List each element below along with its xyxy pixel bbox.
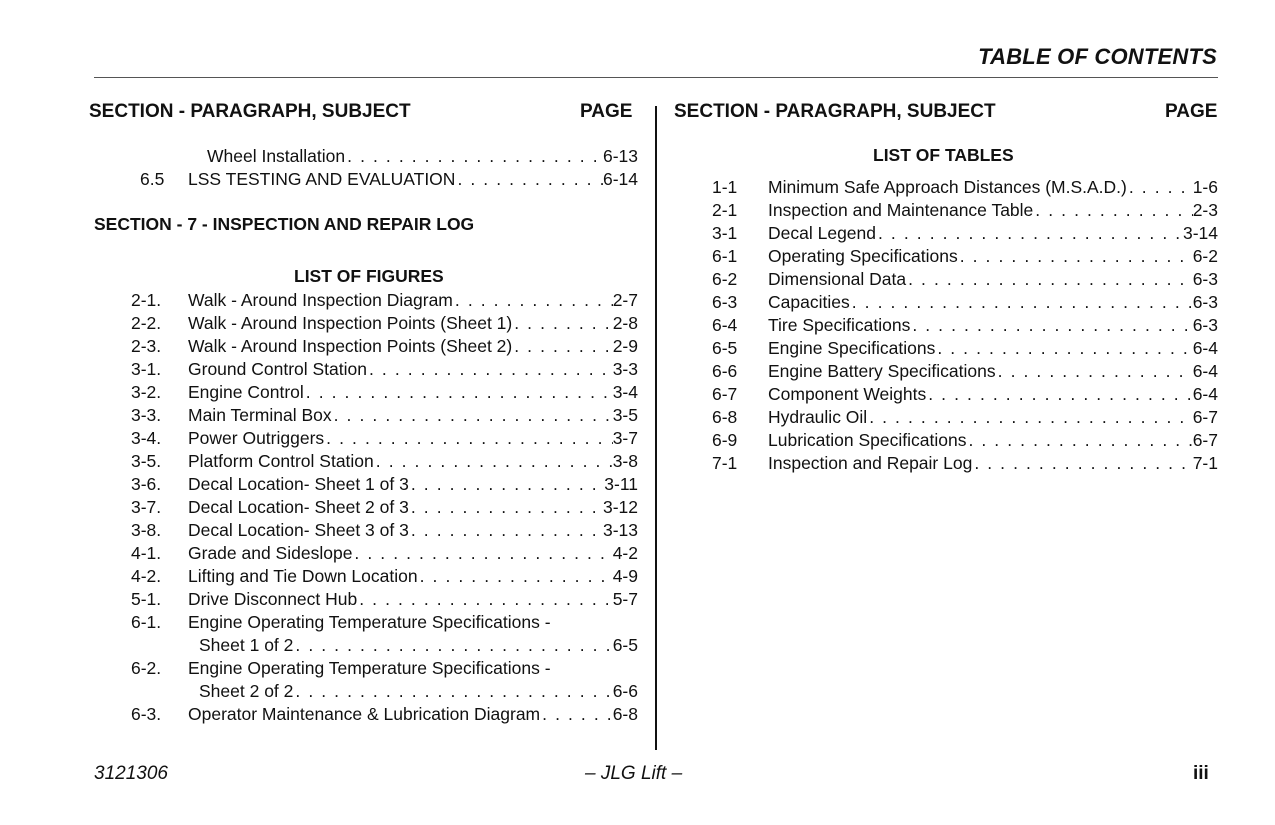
figure-entry[interactable] [131, 450, 638, 473]
dot-leader [958, 245, 1193, 268]
dot-leader [926, 383, 1192, 406]
entry-title: Decal Legend [768, 223, 876, 243]
entry-number: 3-3. [131, 405, 162, 425]
figure-entry[interactable] [131, 358, 638, 381]
entry-title: Grade and Sideslope [188, 543, 353, 563]
entry-number: 2-1. [131, 290, 162, 310]
entry-number: 3-6. [131, 474, 162, 494]
figure-entry-continued[interactable] [131, 680, 638, 703]
figure-entry[interactable] [131, 473, 638, 496]
dot-leader [996, 360, 1193, 383]
list-of-figures-title: LIST OF FIGURES [294, 266, 444, 286]
figure-entry[interactable] [131, 657, 638, 680]
entry-number: 3-1. [131, 359, 162, 379]
dot-leader [910, 314, 1192, 337]
figure-entry[interactable] [131, 542, 638, 565]
dot-leader [304, 381, 613, 404]
entry-page: 6-4 [1192, 384, 1218, 404]
entry-page: 3-8 [612, 451, 638, 471]
dot-leader [332, 404, 613, 427]
entry-page: 2-8 [612, 313, 638, 333]
entry-number: 7-1 [712, 453, 738, 473]
dot-leader [867, 406, 1193, 429]
entry-page: 6-3 [1192, 292, 1218, 312]
entry-title: Operating Specifications [768, 246, 958, 266]
dot-leader [850, 291, 1193, 314]
dot-leader [293, 680, 612, 703]
entry-number: 6-2. [131, 658, 162, 678]
entry-number: 2-2. [131, 313, 162, 333]
figure-entry-continued[interactable] [131, 634, 638, 657]
figure-entry[interactable] [131, 427, 638, 450]
entry-title: Power Outriggers [188, 428, 325, 448]
entry-number: 4-1. [131, 543, 162, 563]
entry-number: 6-1 [712, 246, 738, 266]
table-entry[interactable] [712, 337, 1218, 360]
left-column-heading: SECTION - PARAGRAPH, SUBJECT [89, 101, 411, 122]
entry-title: Lifting and Tie Down Location [188, 566, 418, 586]
right-column-heading: SECTION - PARAGRAPH, SUBJECT [674, 101, 996, 122]
dot-leader [352, 542, 612, 565]
entry-title: Walk - Around Inspection Points (Sheet 2) [188, 336, 513, 356]
entry-page: 7-1 [1192, 453, 1218, 473]
dot-leader [935, 337, 1192, 360]
entry-page: 3-5 [612, 405, 638, 425]
figure-entry[interactable] [131, 381, 638, 404]
entry-number: 6-3. [131, 704, 162, 724]
table-entry[interactable] [712, 429, 1218, 452]
entry-number: 3-4. [131, 428, 162, 448]
entry-title: LSS TESTING AND EVALUATION [188, 169, 456, 189]
dot-leader [876, 222, 1183, 245]
entry-page: 3-11 [604, 474, 638, 494]
entry-page: 3-3 [612, 359, 638, 379]
entry-number: 3-1 [712, 223, 738, 243]
dot-leader [1033, 199, 1192, 222]
entry-page: 6-7 [1192, 407, 1218, 427]
entry-page: 3-4 [612, 382, 638, 402]
entry-title: Ground Control Station [188, 359, 367, 379]
entry-page: 4-9 [612, 566, 638, 586]
entry-title: Drive Disconnect Hub [188, 589, 358, 609]
dot-leader [409, 496, 603, 519]
table-entry[interactable] [712, 176, 1218, 199]
entry-number: 1-1 [712, 177, 738, 197]
table-entry[interactable] [712, 383, 1218, 406]
entry-title: Main Terminal Box [188, 405, 332, 425]
entry-page: 6-7 [1192, 430, 1218, 450]
left-page-heading: PAGE [580, 101, 633, 122]
entry-title: Engine Operating Temperature Specifications - [188, 658, 551, 678]
entry-page: 2-7 [612, 290, 638, 310]
entry-page: 6-5 [612, 635, 638, 655]
entry-page: 6-2 [1192, 246, 1218, 266]
page-header-title: TABLE OF CONTENTS [978, 44, 1217, 69]
dot-leader [453, 289, 613, 312]
header-divider [94, 77, 1218, 78]
dot-leader [367, 358, 613, 381]
section-7-heading[interactable]: SECTION - 7 - INSPECTION AND REPAIR LOG [94, 214, 475, 234]
entry-page: 3-14 [1182, 223, 1218, 243]
entry-title: Lubrication Specifications [768, 430, 967, 450]
table-entry[interactable] [712, 360, 1218, 383]
figure-entry[interactable] [131, 611, 638, 634]
entry-page: 6-14 [602, 169, 638, 189]
entry-title: Decal Location- Sheet 2 of 3 [188, 497, 409, 517]
entry-title: Engine Operating Temperature Specifications - [188, 612, 551, 632]
table-entry[interactable] [712, 314, 1218, 337]
document-number: 3121306 [94, 763, 168, 784]
entry-number: 3-5. [131, 451, 162, 471]
entry-page: 6-3 [1192, 269, 1218, 289]
entry-page: 6-13 [602, 146, 638, 166]
entry-number: 6-2 [712, 269, 738, 289]
entry-number: 2-1 [712, 200, 738, 220]
entry-page: 6-6 [612, 681, 638, 701]
entry-page: 1-6 [1192, 177, 1218, 197]
toc-entry-wheel-installation[interactable] [140, 145, 638, 168]
entry-page: 4-2 [612, 543, 638, 563]
entry-number: 6-5 [712, 338, 738, 358]
entry-number: 2-3. [131, 336, 162, 356]
list-of-tables-title: LIST OF TABLES [873, 145, 1014, 165]
entry-number: 3-2. [131, 382, 162, 402]
entry-title: Inspection and Repair Log [768, 453, 973, 473]
figure-entry[interactable] [131, 496, 638, 519]
page-number: iii [1193, 763, 1209, 784]
entry-number: 6.5 [140, 169, 165, 189]
entry-number: 4-2. [131, 566, 162, 586]
dot-leader [972, 452, 1192, 475]
entry-title: Engine Control [188, 382, 304, 402]
footer-brand: – JLG Lift – [585, 763, 683, 784]
entry-number: 3-7. [131, 497, 162, 517]
figure-entry[interactable] [131, 565, 638, 588]
entry-page: 6-4 [1192, 338, 1218, 358]
table-entry[interactable] [712, 245, 1218, 268]
figure-entry[interactable] [131, 703, 638, 726]
entry-page: 6-4 [1192, 361, 1218, 381]
dot-leader [512, 312, 612, 335]
entry-number: 5-1. [131, 589, 162, 609]
entry-number: 3-8. [131, 520, 162, 540]
entry-page: 2-3 [1192, 200, 1218, 220]
entry-title: Minimum Safe Approach Distances (M.S.A.D.) [768, 177, 1127, 197]
toc-entry-lss-testing[interactable] [140, 168, 638, 191]
entry-page: 2-9 [612, 336, 638, 356]
entry-title: Sheet 1 of 2 [199, 635, 294, 655]
dot-leader [324, 427, 613, 450]
figure-entry[interactable] [131, 404, 638, 427]
column-divider [655, 106, 657, 750]
table-entry[interactable] [712, 291, 1218, 314]
entry-page: 3-7 [612, 428, 638, 448]
dot-leader [374, 450, 613, 473]
entry-title: Platform Control Station [188, 451, 374, 471]
figure-entry[interactable] [131, 519, 638, 542]
figure-entry[interactable] [131, 312, 638, 335]
entry-title: Decal Location- Sheet 1 of 3 [188, 474, 409, 494]
entry-title: Component Weights [768, 384, 927, 404]
entry-title: Walk - Around Inspection Diagram [188, 290, 453, 310]
entry-page: 3-12 [602, 497, 638, 517]
entry-page: 5-7 [612, 589, 638, 609]
table-entry[interactable] [712, 199, 1218, 222]
dot-leader [1127, 176, 1193, 199]
dot-leader [512, 335, 612, 358]
table-entry[interactable] [712, 222, 1218, 245]
entry-title: Sheet 2 of 2 [199, 681, 294, 701]
dot-leader [409, 519, 603, 542]
entry-title: Engine Specifications [768, 338, 936, 358]
entry-page: 6-3 [1192, 315, 1218, 335]
right-page-heading: PAGE [1165, 101, 1218, 122]
dot-leader [418, 565, 613, 588]
entry-number: 6-7 [712, 384, 738, 404]
entry-number: 6-3 [712, 292, 738, 312]
entry-page: 3-13 [602, 520, 638, 540]
entry-number: 6-4 [712, 315, 738, 335]
figure-entry[interactable] [131, 588, 638, 611]
entry-title: Wheel Installation [207, 146, 346, 166]
entry-title: Engine Battery Specifications [768, 361, 996, 381]
entry-title: Decal Location- Sheet 3 of 3 [188, 520, 409, 540]
entry-number: 6-9 [712, 430, 738, 450]
table-entry[interactable] [712, 268, 1218, 291]
entry-number: 6-6 [712, 361, 738, 381]
entry-title: Inspection and Maintenance Table [768, 200, 1034, 220]
figure-entry[interactable] [131, 289, 638, 312]
dot-leader [345, 145, 603, 168]
figure-entry[interactable] [131, 335, 638, 358]
dot-leader [966, 429, 1192, 452]
entry-page: 6-8 [612, 704, 638, 724]
entry-title: Operator Maintenance & Lubrication Diagram [188, 704, 541, 724]
dot-leader [293, 634, 612, 657]
entry-number: 6-1. [131, 612, 162, 632]
entry-title: Hydraulic Oil [768, 407, 868, 427]
entry-title: Capacities [768, 292, 850, 312]
dot-leader [906, 268, 1193, 291]
dot-leader [540, 703, 613, 726]
entry-title: Dimensional Data [768, 269, 907, 289]
dot-leader [357, 588, 612, 611]
dot-leader [455, 168, 603, 191]
table-entry[interactable] [712, 452, 1218, 475]
dot-leader [409, 473, 604, 496]
entry-title: Tire Specifications [768, 315, 911, 335]
entry-number: 6-8 [712, 407, 738, 427]
entry-title: Walk - Around Inspection Points (Sheet 1) [188, 313, 513, 333]
table-entry[interactable] [712, 406, 1218, 429]
